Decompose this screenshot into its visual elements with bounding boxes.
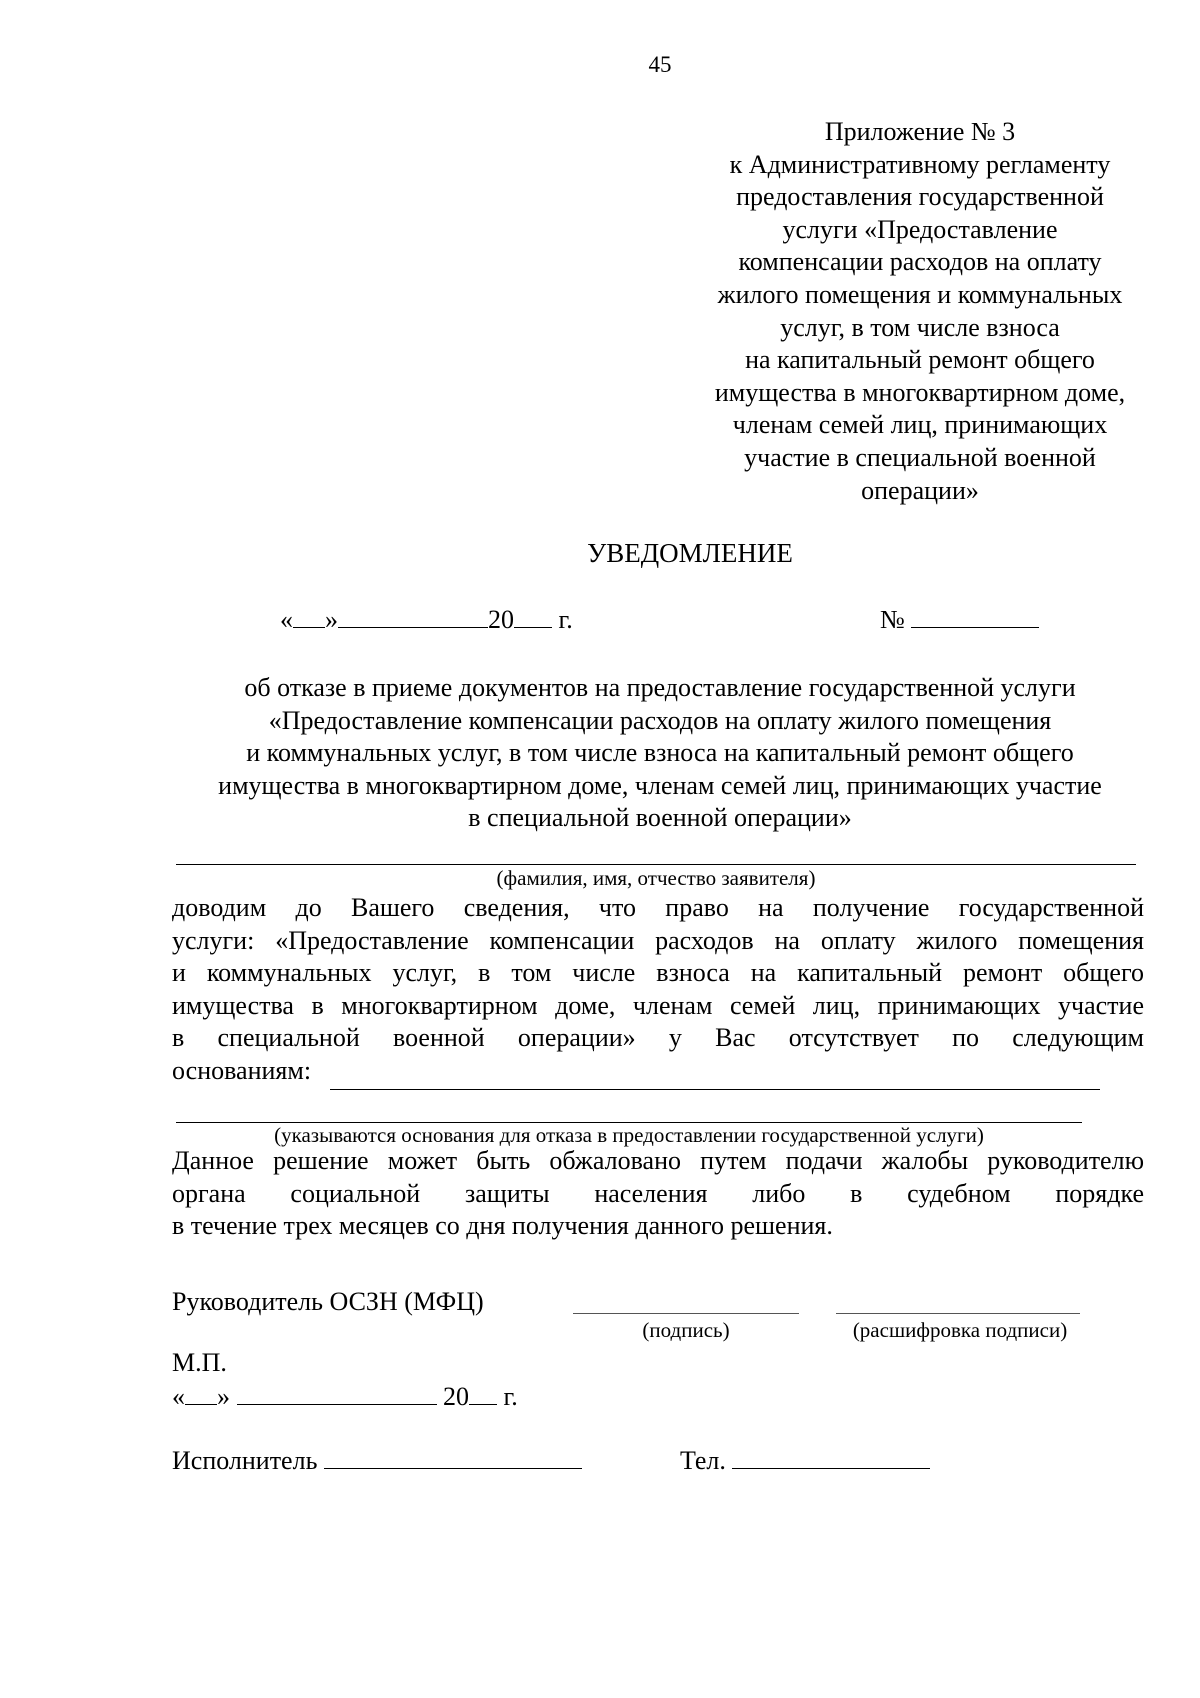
appendix-line: услуг, в том числе взноса: [780, 312, 1060, 342]
document-title: УВЕДОМЛЕНИЕ: [587, 538, 793, 568]
appeal-line: Данное решение может быть обжаловано путем подачи жалобы руководителю: [172, 1146, 1144, 1175]
page-number: 45: [648, 52, 672, 77]
head-label: Руководитель ОСЗН (МФЦ): [172, 1287, 484, 1316]
appeal-last-line: в течение трех месяцев со дня получения данного решения.: [172, 1211, 833, 1241]
body-line: услуги: «Предоставление компенсации расходов на оплату жилого помещения: [172, 925, 1144, 955]
body-last-line: [172, 1055, 1144, 1088]
subject-line: «Предоставление компенсации расходов на оплату жилого помещения: [268, 705, 1052, 735]
month-blank: [338, 605, 488, 628]
sig-year-suffix: г.: [503, 1382, 518, 1411]
body-line: имущества в многоквартирном доме, членам семей лиц, принимающих участие: [172, 990, 1144, 1020]
subject-line: об отказе в приеме документов на предоставление государственной услуги: [244, 673, 1076, 702]
date-open-quote: «: [280, 605, 293, 634]
sig-date-open: «: [172, 1382, 185, 1411]
date-close-quote: »: [325, 605, 338, 634]
appeal-line: органа социальной защиты населения либо в судебном порядке: [172, 1178, 1144, 1208]
signature-date: [172, 1382, 518, 1412]
number-blank: [911, 605, 1039, 628]
appendix-line: компенсации расходов на оплату: [738, 247, 1102, 277]
subject-line: в специальной военной операции»: [468, 803, 852, 832]
appendix-line: на капитальный ремонт общего: [745, 345, 1095, 375]
date-field: [280, 605, 573, 635]
signature-caption: (подпись): [642, 1318, 730, 1342]
body-line: и коммунальных услуг, в том числе взноса на капитальный ремонт общего: [172, 958, 1144, 988]
appendix-line: операции»: [861, 475, 979, 505]
applicant-name-line: [176, 864, 1136, 865]
decode-line: [836, 1313, 1080, 1314]
appendix-line: к Административному регламенту: [729, 149, 1111, 179]
notice-body: [172, 892, 1144, 1088]
appendix-line: Приложение № 3: [824, 117, 1016, 146]
phone-field: [680, 1446, 930, 1476]
appendix-line: услуги «Предоставление: [782, 214, 1058, 244]
decode-caption: (расшифровка подписи): [852, 1318, 1068, 1342]
sig-month-blank: [237, 1382, 437, 1405]
appendix-line: имущества в многоквартирном доме,: [714, 377, 1126, 407]
appendix-line: жилого помещения и коммунальных: [717, 279, 1123, 309]
signature-line: [573, 1313, 799, 1314]
appendix-line: предоставления государственной: [736, 182, 1104, 212]
phone-label: Тел.: [680, 1446, 726, 1475]
sig-year-blank: [469, 1382, 497, 1405]
number-sign: №: [880, 605, 905, 634]
body-line: в специальной военной операции» у Вас отсутствует по следующим: [172, 1023, 1144, 1053]
year-blank: [514, 605, 552, 628]
executor-field: [172, 1446, 582, 1476]
phone-blank: [732, 1446, 930, 1469]
appendix-line: участие в специальной военной: [744, 442, 1096, 472]
sig-year-prefix: 20: [443, 1382, 469, 1411]
year-prefix: 20: [488, 605, 514, 634]
applicant-caption: (фамилия, имя, отчество заявителя): [496, 866, 816, 890]
appeal-text: [172, 1145, 1144, 1243]
appendix-header: [690, 116, 1150, 507]
sig-day-blank: [185, 1382, 217, 1405]
subject-line: имущества в многоквартирном доме, членам семей лиц, принимающих участие: [218, 770, 1102, 800]
executor-blank: [324, 1446, 582, 1469]
day-blank: [293, 605, 325, 628]
stamp-mark: М.П.: [172, 1348, 227, 1377]
grounds-caption: (указываются основания для отказа в предоставлении государственной услуги): [274, 1123, 984, 1147]
sig-date-close: »: [217, 1382, 230, 1411]
executor-label: Исполнитель: [172, 1446, 318, 1475]
grounds-line-1: [330, 1089, 1100, 1090]
body-line: доводим до Вашего сведения, что право на получение государственной: [172, 893, 1144, 922]
number-field: [880, 605, 1039, 635]
subject-line: и коммунальных услуг, в том числе взноса на капитальный ремонт общего: [246, 738, 1074, 767]
notice-subject: [170, 672, 1150, 835]
appendix-line: членам семей лиц, принимающих: [732, 410, 1108, 440]
grounds-label: основаниям:: [172, 1055, 312, 1085]
year-suffix: г.: [558, 605, 573, 634]
